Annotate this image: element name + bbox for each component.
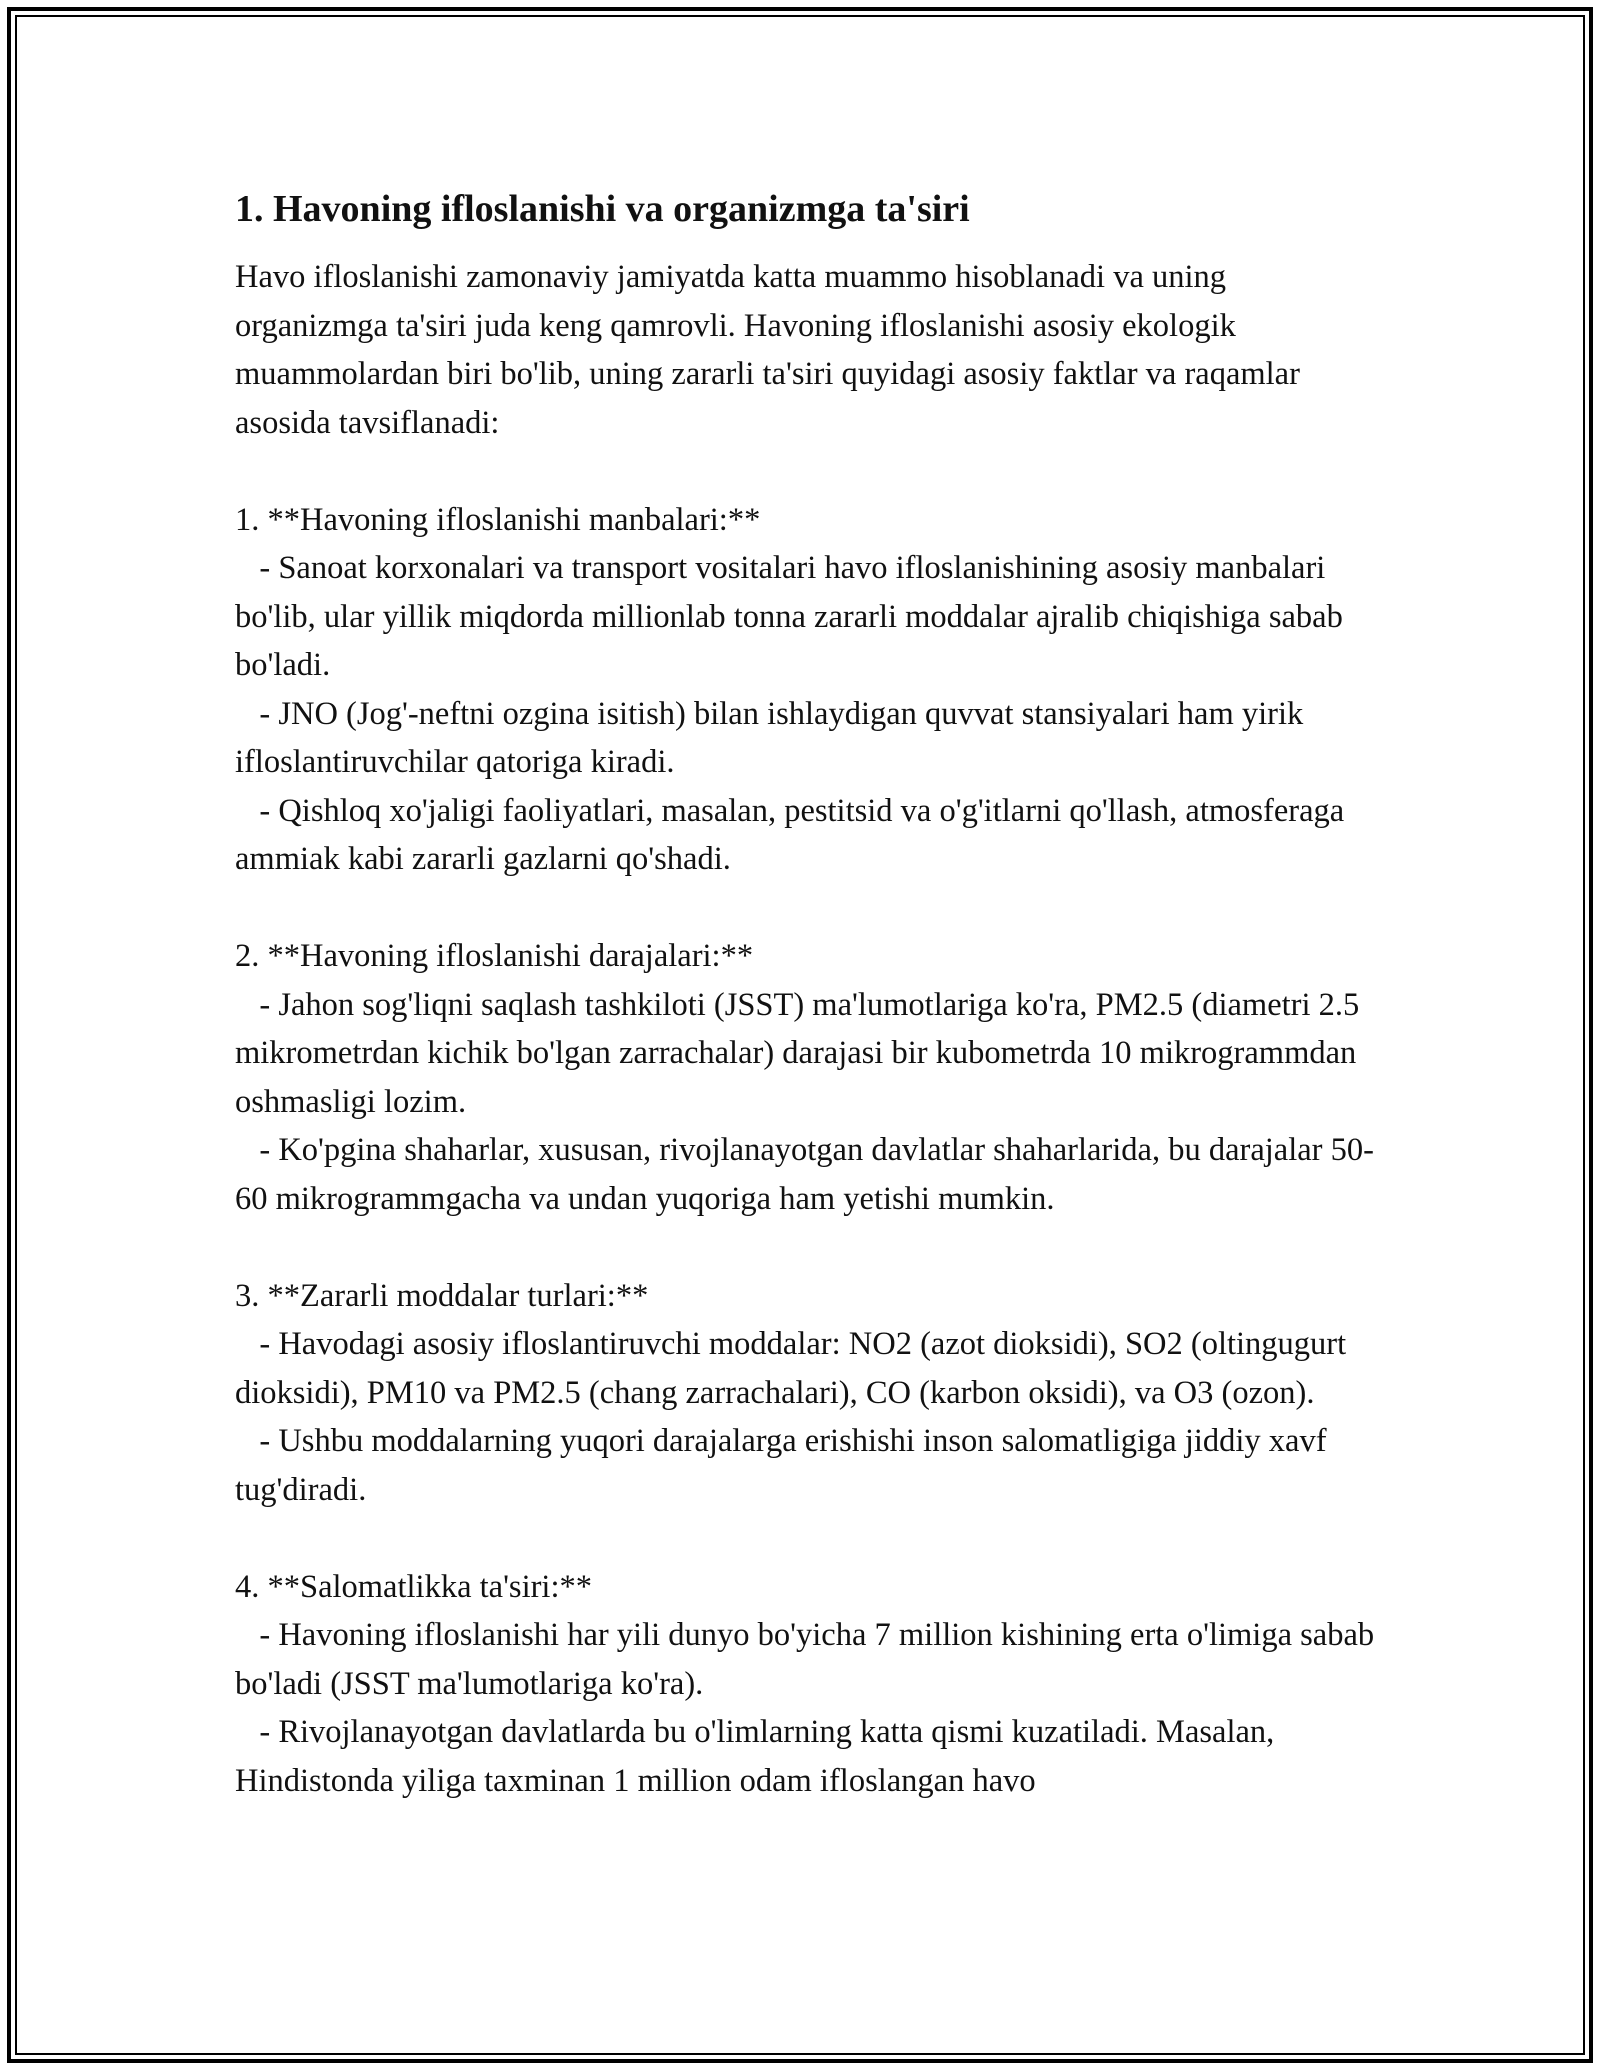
section-levels <box>235 932 1385 1223</box>
spacer <box>235 884 1385 933</box>
section-health-effects <box>235 1563 1385 1806</box>
spacer <box>235 1514 1385 1563</box>
section-sources <box>235 496 1385 884</box>
intro-paragraph: Havo ifloslanishi zamonaviy jamiyatda katta muammo hisoblanadi va uning organizmga ta'siri juda keng qamrovli. Havoning ifloslanishi asosiy ekologik muammolardan biri bo'lib, uning zararli ta'siri quyidagi asosiy faktlar va raqamlar asosida tavsiflanadi: <box>235 259 1309 441</box>
list-item: - Havodagi asosiy ifloslantiruvchi moddalar: NO2 (azot dioksidi), SO2 (oltingugurt dioksidi), PM10 va PM2.5 (chang zarrachalari), CO (karbon oksidi), va O3 (ozon). <box>235 1326 1355 1411</box>
list-item: - Rivojlanayotgan davlatlarda bu o'limlarning katta qismi kuzatiladi. Masalan, Hindistonda yiliga taxminan 1 million odam ifloslangan havo <box>235 1714 1283 1799</box>
spacer <box>235 447 1385 496</box>
list-item: - Havoning ifloslanishi har yili dunyo bo'yicha 7 million kishining erta o'limiga sabab bo'ladi (JSST ma'lumotlariga ko'ra). <box>235 1617 1383 1702</box>
list-item: - Ushbu moddalarning yuqori darajalarga erishishi inson salomatligiga jiddiy xavf tug'diradi. <box>235 1423 1335 1508</box>
section-title: 4. **Salomatlikka ta'siri:** <box>235 1568 592 1605</box>
section-title: 1. **Havoning ifloslanishi manbalari:** <box>235 501 761 538</box>
section-title: 2. **Havoning ifloslanishi darajalari:** <box>235 938 754 974</box>
list-item: - Sanoat korxonalari va transport vositalari havo ifloslanishining asosiy manbalari bo'lib, ular yillik miqdorda millionlab tonna zararli moddalar ajralib chiqishiga sabab bo'ladi. <box>235 550 1351 683</box>
spacer <box>235 1223 1385 1272</box>
list-item: - JNO (Jog'-neftni ozgina isitish) bilan ishlaydigan quvvat stansiyalari ham yirik ifloslantiruvchilar qatoriga kiradi. <box>235 695 1312 780</box>
list-item: - Qishloq xo'jaligi faoliyatlari, masalan, pestitsid va o'g'itlarni qo'llash, atmosferaga ammiak kabi zararli gazlarni qo'shadi. <box>235 792 1353 877</box>
section-title: 3. **Zararli moddalar turlari:** <box>235 1277 649 1314</box>
document-heading: 1. Havoning ifloslanishi va organizmga ta'siri <box>235 188 970 230</box>
list-item: - Jahon sog'liqni saqlash tashkiloti (JSST) ma'lumotlariga ko'ra, PM2.5 (diametri 2.5 mikrometrdan kichik bo'lgan zarrachalar) darajasi bir kubometrda 10 mikrogrammdan oshmasligi lozim. <box>235 986 1368 1120</box>
section-pollutant-types <box>235 1272 1385 1515</box>
document-body <box>235 185 1385 1805</box>
list-item: - Ko'pgina shaharlar, xususan, rivojlanayotgan davlatlar shaharlarida, bu darajalar 50-60 mikrogrammgacha va undan yuqoriga ham yetishi mumkin. <box>235 1132 1374 1217</box>
